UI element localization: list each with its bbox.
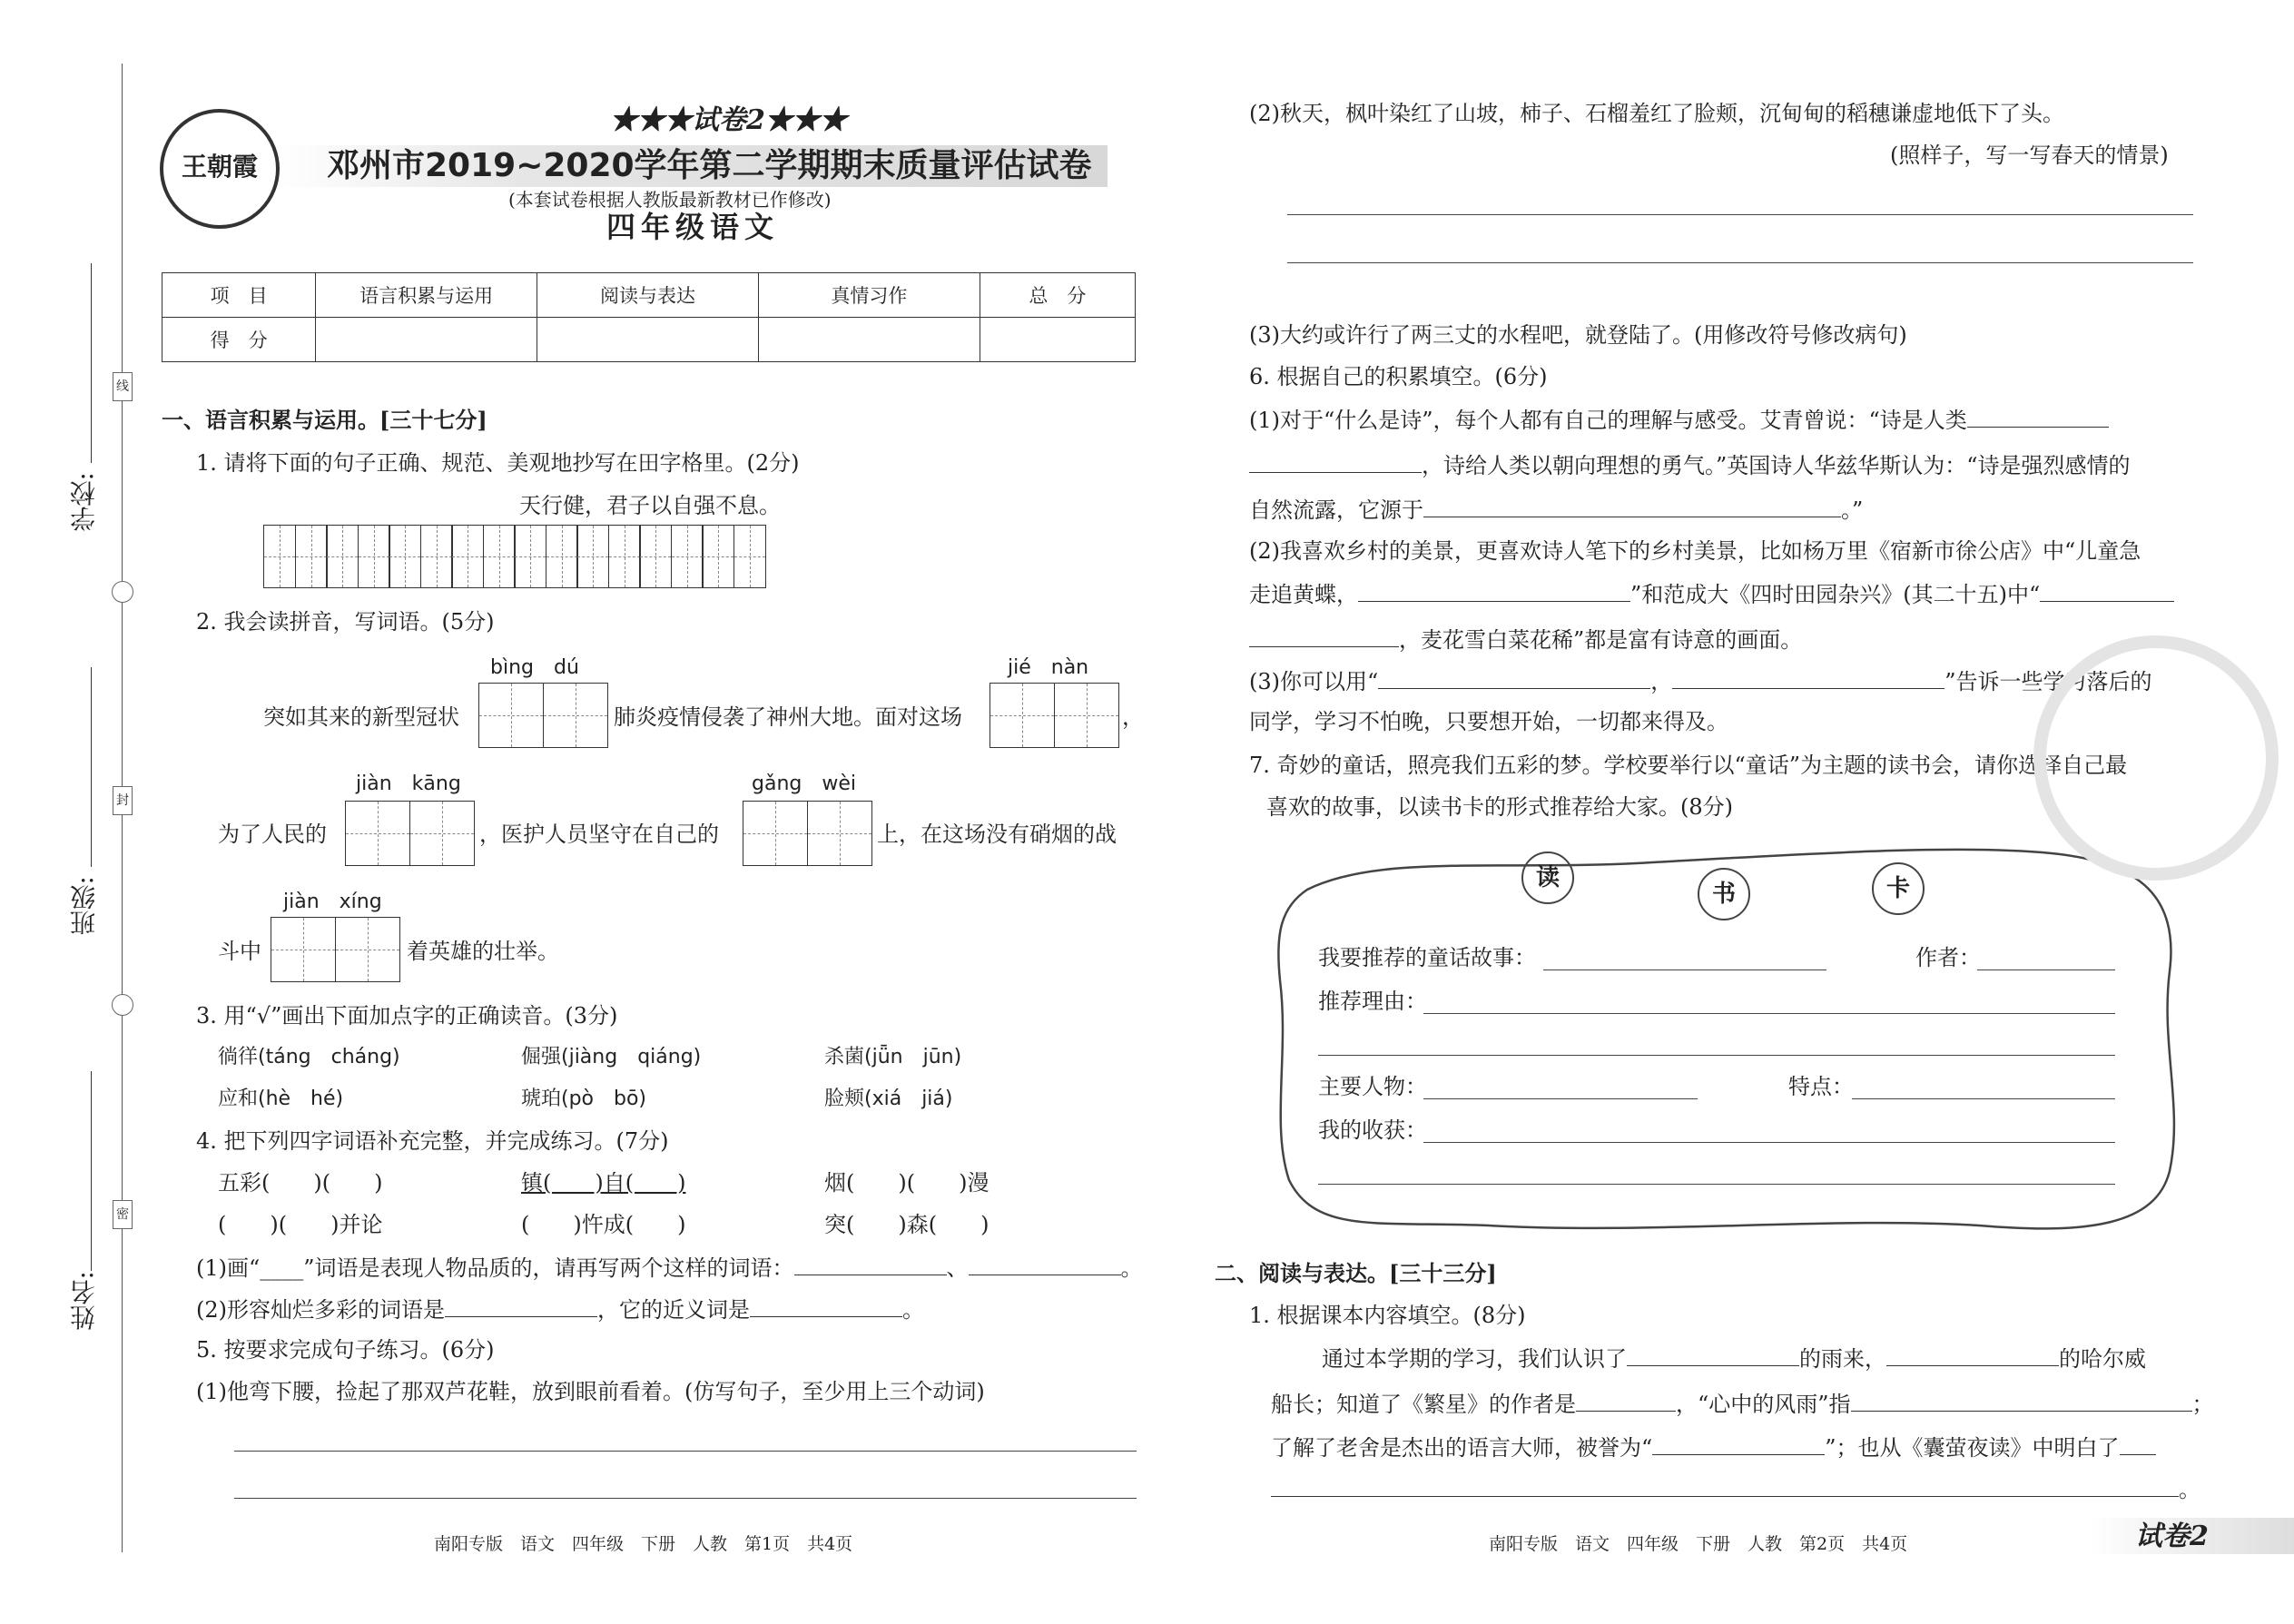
q6-3-line1: (3)你可以用“ ， ”告诉一些学习落后的 [1249, 666, 2152, 695]
q2-text-1: 突如其来的新型冠状 [263, 704, 459, 730]
q4-1-blank[interactable] [969, 1253, 1121, 1275]
q6-text: 6. 根据自己的积累填空。(6分) [1249, 364, 1548, 389]
r1-blank[interactable] [1652, 1432, 1825, 1455]
q2-answer-box-1[interactable] [478, 683, 606, 752]
q2-answer-box-5[interactable] [271, 917, 399, 986]
class-label: 班级: [69, 876, 99, 936]
r1-line1: 通过本学期的学习，我们认识了 的雨来， 的哈尔威 [1322, 1343, 2146, 1373]
q4-2-text: (2)形容灿烂多彩的词语是 ，它的近义词是 。 [196, 1294, 924, 1324]
q3-item[interactable]: 倔强(jiàng qiáng) [521, 1046, 702, 1068]
card-title-char: 读 [1521, 851, 1574, 904]
score-cell[interactable] [537, 318, 759, 362]
r1-line2: 船长；知道了《繁星》的作者是 ，“心中的风雨”指 ； [1271, 1389, 2214, 1418]
q4-2-blank[interactable] [750, 1294, 902, 1317]
r1-blank[interactable] [1271, 1474, 2179, 1497]
q5-2-requirement: (照样子，写一写春天的情景) [1890, 143, 2169, 168]
name-label: 姓名: [69, 1271, 99, 1331]
card-story-input[interactable] [1543, 969, 1826, 970]
q7-line2: 喜欢的故事，以读书卡的形式推荐给大家。(8分) [1266, 794, 1733, 820]
score-row-label: 得 分 [162, 318, 316, 362]
q2-text-4: 为了人民的 [218, 822, 327, 847]
exam-title: 邓州市2019~2020学年第二学期期末质量评估试卷 [327, 147, 1092, 184]
r1-blank[interactable] [1627, 1343, 1799, 1366]
q4-1-blank[interactable] [794, 1253, 947, 1275]
q2-pinyin-1: bìng dú [490, 656, 579, 679]
q3-item[interactable]: 杀菌(jǖn jūn) [824, 1046, 962, 1068]
q4-item[interactable]: 镇( )自( ) [521, 1170, 686, 1196]
r1-blank[interactable] [1851, 1389, 2192, 1412]
q4-text: 4. 把下列四字词语补充完整，并完成练习。(7分) [196, 1128, 669, 1154]
q2-text-7: 斗中 [218, 939, 261, 964]
score-header: 项 目 [162, 273, 316, 318]
q6-1-line1: (1)对于“什么是诗”，每个人都有自己的理解与感受。艾青曾说：“诗是人类 [1249, 405, 2109, 434]
q1-sentence: 天行健，君子以自强不息。 [519, 493, 781, 518]
r1-blank[interactable] [1886, 1343, 2059, 1366]
q2-text: 2. 我会读拼音，写词语。(5分) [196, 609, 495, 635]
q6-2-line3: ，麦花雪白菜花稀”都是富有诗意的画面。 [1249, 625, 1802, 654]
q6-1-blank[interactable] [1423, 495, 1841, 517]
r1-line4: 。 [1271, 1474, 2200, 1503]
r1-line3: 了解了老舍是杰出的语言大师，被誉为“ ”；也从《囊萤夜读》中明白了 [1271, 1432, 2156, 1462]
q6-1-line3: 自然流露，它源于 。” [1249, 495, 1863, 524]
seal-mark-xian: 线 [113, 372, 133, 401]
q4-item[interactable]: 五彩( )( ) [218, 1170, 383, 1196]
ornament-icon [112, 994, 133, 1016]
q6-2-blank[interactable] [1358, 579, 1630, 602]
q4-item[interactable]: 烟( )( )漫 [824, 1170, 989, 1196]
card-trait-label: 特点： [1788, 1074, 1854, 1099]
q2-answer-box-2[interactable] [989, 683, 1117, 752]
card-title-char: 卡 [1872, 862, 1925, 915]
card-trait-input[interactable] [1852, 1098, 2115, 1099]
q3-item[interactable]: 脸颊(xiá jiá) [824, 1088, 953, 1110]
ornament-icon [112, 581, 133, 603]
score-header: 总 分 [980, 273, 1135, 318]
q2-text-8: 着英雄的壮举。 [407, 939, 559, 964]
q6-1-blank[interactable] [1249, 450, 1422, 473]
q6-2-line1: (2)我喜欢乡村的美景，更喜欢诗人笔下的乡村美景，比如杨万里《宿新市徐公店》中“儿童急 [1249, 538, 2141, 564]
q4-item[interactable]: 突( )森( ) [824, 1212, 989, 1237]
exam-subtitle: (本套试卷根据人教版最新教材已作修改) [508, 189, 832, 211]
q5-3-text: (3)大约或许行了两三丈的水程吧，就登陆了。(用修改符号修改病句) [1249, 322, 1907, 348]
card-reason-input[interactable] [1423, 1013, 2115, 1014]
q5-1-answer-line[interactable] [234, 1451, 1137, 1452]
card-reason-input[interactable] [1318, 1055, 2115, 1056]
q5-2-answer-line[interactable] [1287, 214, 2193, 215]
q5-2-answer-line[interactable] [1287, 262, 2193, 263]
card-title-char: 书 [1698, 868, 1750, 920]
section1-heading: 一、语言积累与运用。[三十七分] [162, 407, 487, 433]
card-gain-input[interactable] [1318, 1184, 2115, 1185]
q6-2-line2: 走追黄蝶， ”和范成大《四时田园杂兴》(其二十五)中“ [1249, 579, 2174, 608]
card-gain-label: 我的收获： [1318, 1117, 1427, 1143]
q5-1-answer-line[interactable] [234, 1498, 1137, 1499]
q3-text: 3. 用“√”画出下面加点字的正确读音。(3分) [196, 1003, 618, 1029]
q2-pinyin-4: gǎng wèi [752, 773, 856, 795]
card-reason-label: 推荐理由： [1318, 989, 1427, 1014]
q2-text-5: ，医护人员坚守在自己的 [479, 822, 719, 847]
q1-writing-grid[interactable] [263, 525, 764, 588]
school-line [91, 263, 92, 463]
card-char-label: 主要人物： [1318, 1074, 1427, 1099]
q6-3-blank[interactable] [1378, 666, 1650, 689]
q5-text: 5. 按要求完成句子练习。(6分) [196, 1337, 495, 1363]
q2-pinyin-2: jié nàn [1008, 656, 1089, 679]
card-char-input[interactable] [1423, 1098, 1698, 1099]
q3-item[interactable]: 徜徉(táng cháng) [218, 1046, 400, 1068]
q5-1-text: (1)他弯下腰，捡起了那双芦花鞋，放到眼前看着。(仿写句子，至少用上三个动词) [196, 1379, 985, 1404]
r1-blank[interactable] [2120, 1432, 2156, 1455]
q6-3-line2: 同学，学习不怕晚，只要想开始，一切都来得及。 [1249, 709, 1728, 734]
score-cell[interactable] [758, 318, 980, 362]
seal-mark-mi: 密 [113, 1200, 133, 1229]
score-cell[interactable] [316, 318, 537, 362]
q3-item[interactable]: 应和(hè hé) [218, 1088, 344, 1110]
q2-text-3: ， [1122, 704, 1144, 730]
score-header: 语言积累与运用 [316, 273, 537, 318]
q6-2-blank[interactable] [2040, 579, 2174, 602]
q1-text: 1. 请将下面的句子正确、规范、美观地抄写在田字格里。(2分) [196, 450, 800, 476]
q2-text-6: 上，在这场没有硝烟的战 [877, 822, 1117, 847]
right-footer: 南阳专版 语文 四年级 下册 人教 第2页 共4页 [1489, 1534, 1908, 1554]
q6-2-blank[interactable] [1249, 625, 1399, 647]
q6-3-blank[interactable] [1672, 666, 1944, 689]
card-author-input[interactable] [1977, 969, 2115, 970]
q6-1-blank[interactable] [1967, 405, 2109, 428]
score-table [162, 272, 1136, 362]
logo-text: 王朝霞 [181, 152, 258, 182]
paper-number: ★★★试卷2★★★ [610, 104, 847, 136]
grade-subject: 四年级语文 [606, 210, 780, 244]
q2-pinyin-5: jiàn xíng [283, 891, 382, 913]
q2-answer-box-4[interactable] [743, 801, 871, 870]
card-story-label: 我要推荐的童话故事： [1318, 945, 1536, 970]
paper-tag: 试卷2 [2135, 1521, 2209, 1552]
r1-blank[interactable] [1576, 1389, 1676, 1412]
school-label: 学校: [69, 472, 99, 532]
card-author-label: 作者： [1915, 945, 1981, 970]
q5-2-text: (2)秋天，枫叶染红了山坡，柿子、石榴羞红了脸颊，沉甸甸的稻穗谦虚地低下了头。 [1249, 101, 2064, 126]
seal-mark-feng: 封 [113, 786, 133, 815]
card-gain-input[interactable] [1423, 1142, 2115, 1143]
q2-answer-box-3[interactable] [345, 801, 473, 870]
q2-pinyin-3: jiàn kāng [356, 773, 461, 795]
seal-watermark-icon [2033, 635, 2279, 881]
section2-heading: 二、阅读与表达。[三十三分] [1215, 1260, 1497, 1286]
q3-item[interactable]: 琥珀(pò bō) [521, 1088, 647, 1110]
q4-2-blank[interactable] [445, 1294, 597, 1317]
q4-item[interactable]: ( )( )并论 [218, 1212, 383, 1237]
class-line [91, 667, 92, 867]
q4-1-text: (1)画“____”词语是表现人物品质的，请再写两个这样的词语： 、 。 [196, 1253, 1143, 1282]
score-cell[interactable] [980, 318, 1135, 362]
score-header: 真情习作 [758, 273, 980, 318]
q2-text-2: 肺炎疫情侵袭了神州大地。面对这场 [614, 704, 962, 730]
name-line [91, 1071, 92, 1271]
left-footer: 南阳专版 语文 四年级 下册 人教 第1页 共4页 [434, 1534, 853, 1554]
logo [160, 109, 280, 229]
r1-text: 1. 根据课本内容填空。(8分) [1249, 1303, 1526, 1328]
score-header: 阅读与表达 [537, 273, 759, 318]
q6-1-line2: ，诗给人类以朝向理想的勇气。”英国诗人华兹华斯认为：“诗是强烈感情的 [1249, 450, 2131, 479]
q4-item[interactable]: ( )忤成( ) [521, 1212, 686, 1237]
q7-line1: 7. 奇妙的童话，照亮我们五彩的梦。学校要举行以“童话”为主题的读书会，请你选择自己最 [1249, 753, 2128, 778]
